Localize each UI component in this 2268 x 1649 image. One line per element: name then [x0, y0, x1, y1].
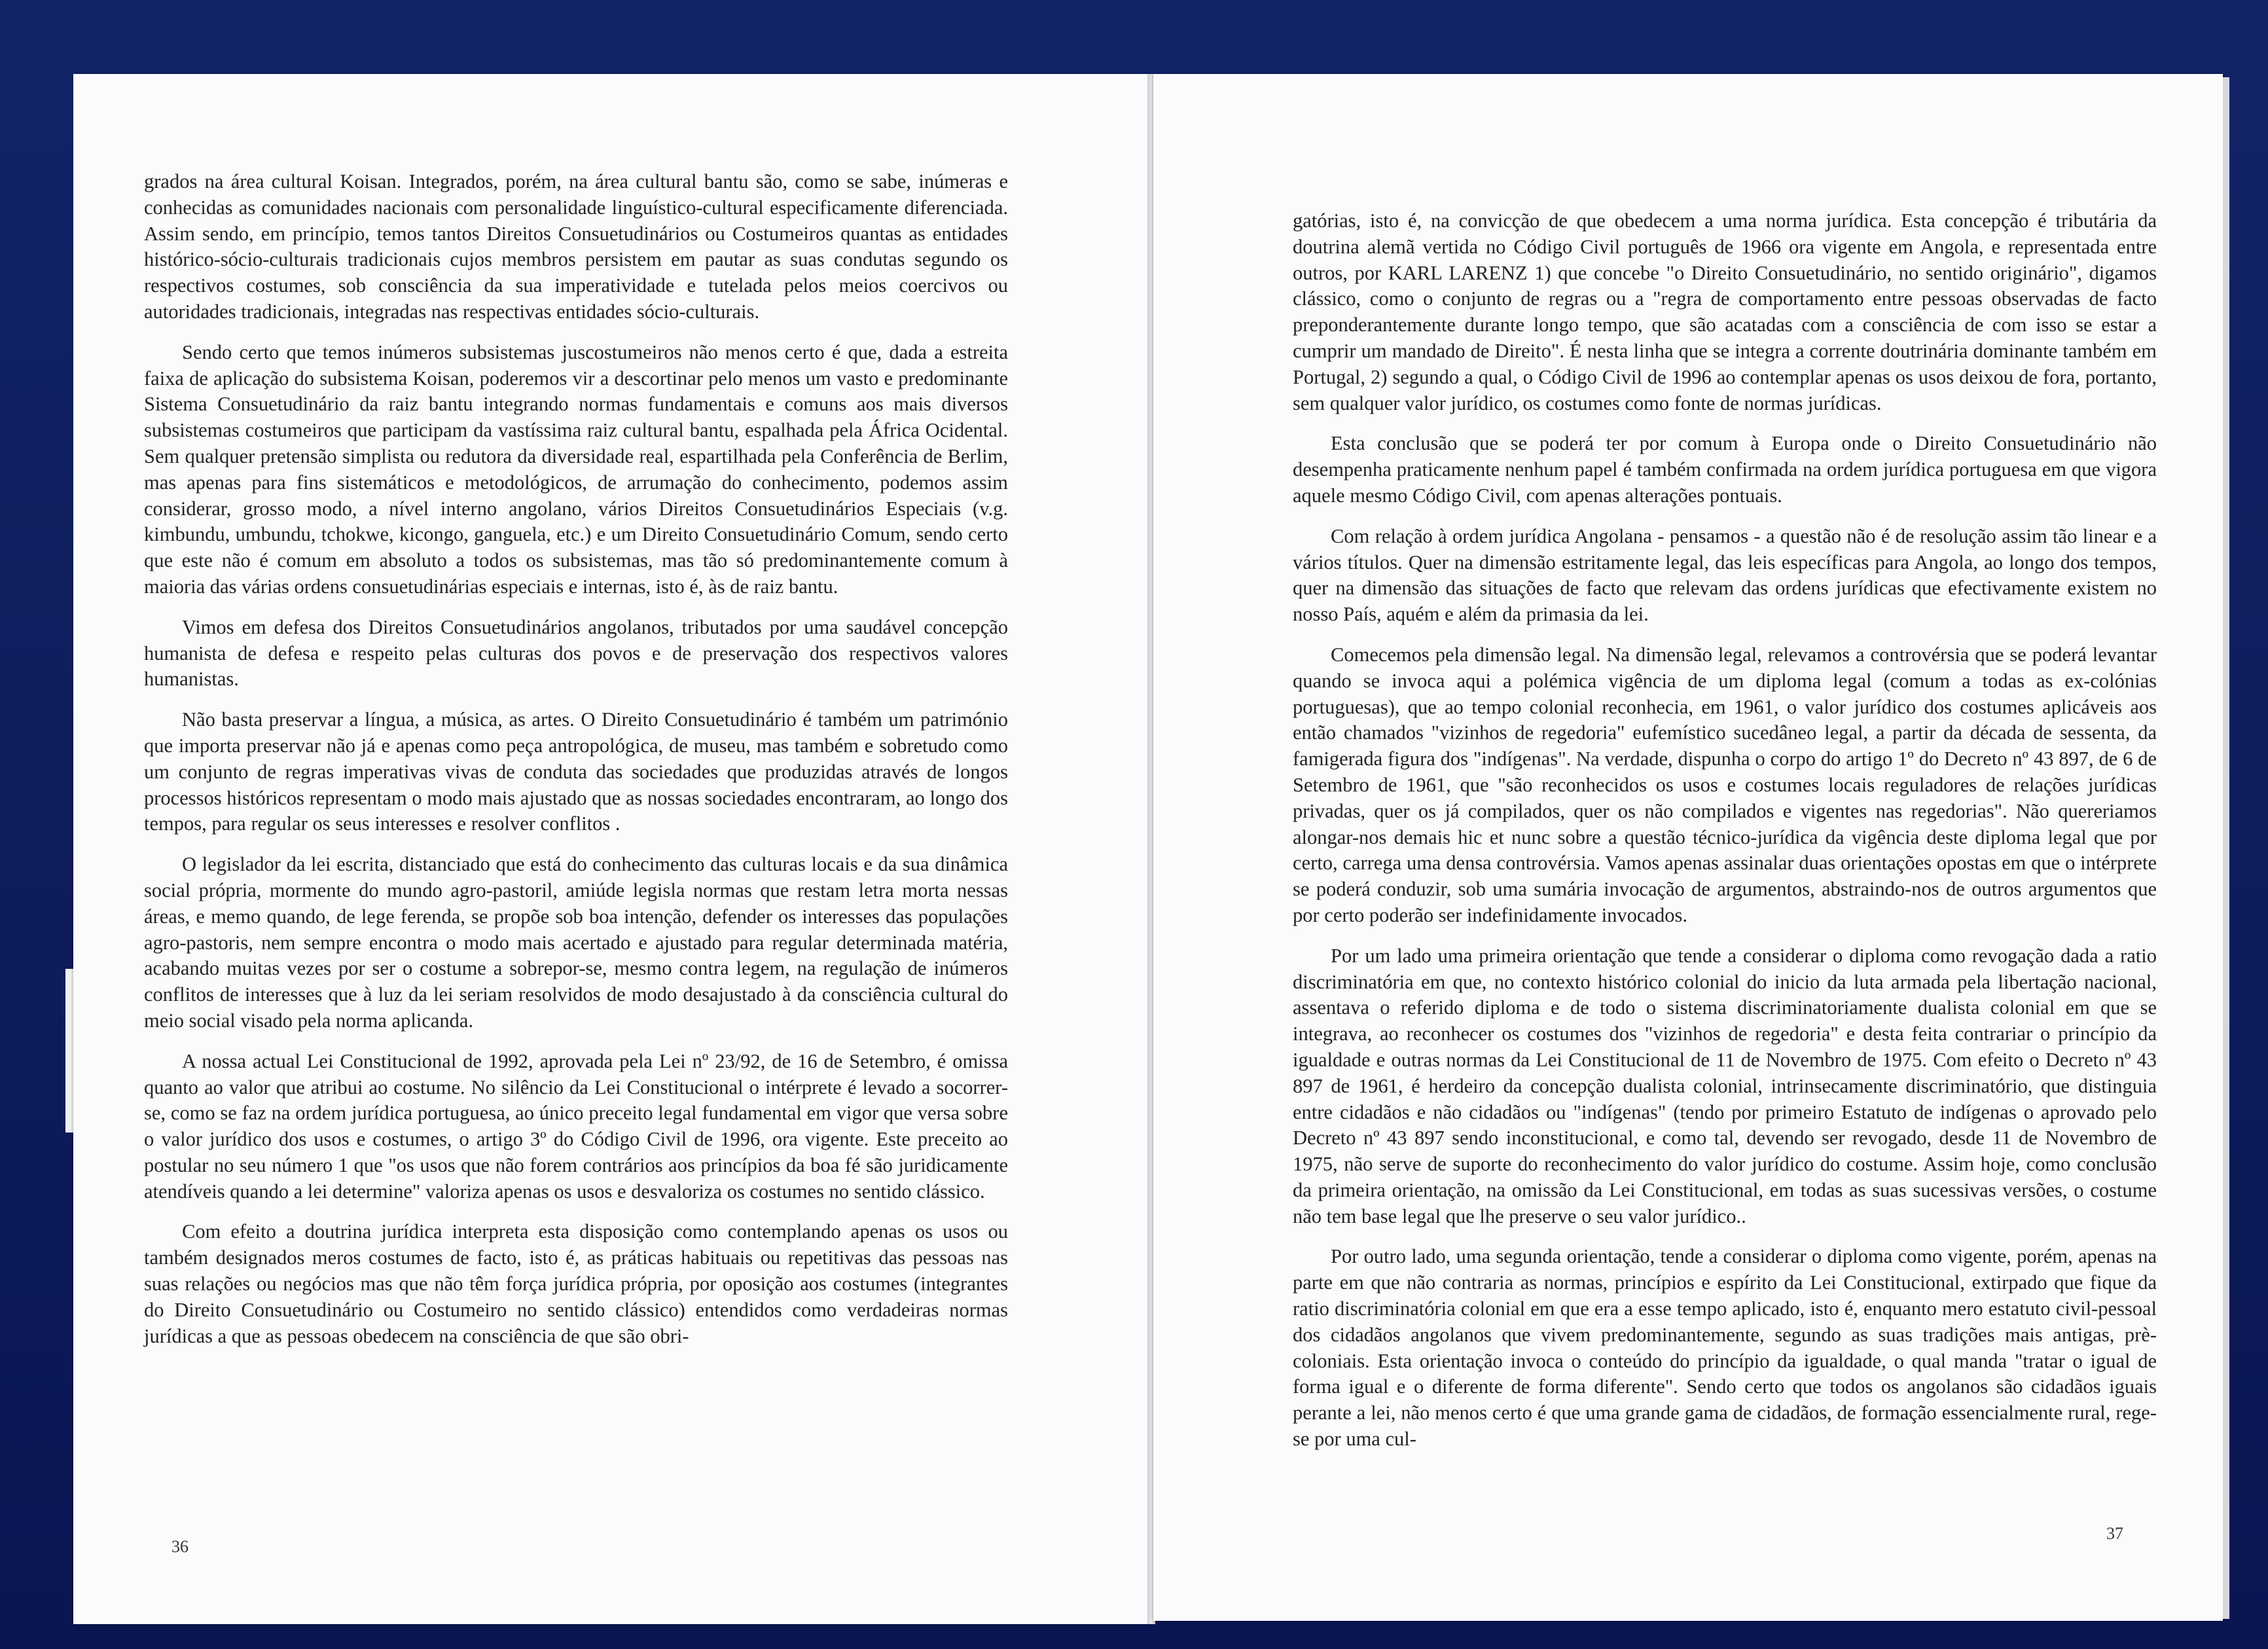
- left-page-text: [144, 169, 1008, 1364]
- paragraph: Não basta preservar a língua, a música, as artes. O Direito Consuetudinário é também um património que importa preservar não já e apenas como peça antropológica, de museu, mas também e sobretudo como um conjunto de regras imperativas vivas de conduta das sociedades que produzidas através de longos processos históricos representam o modo mais ajustado que as nossas sociedades encontraram, ao longo dos tempos, para regular os seus interesses e resolver conflitos .: [144, 708, 1008, 835]
- paragraph: Com efeito a doutrina jurídica interpreta esta disposição como contemplando apenas os usos ou também designados meros costumes de facto, isto é, as práticas habituais ou repetitivas das pessoas nas suas relações ou negócios mas que não têm força jurídica própria, por oposição aos costumes (integrantes do Direito Consuetudinário ou Costumeiro no sentido clássico) entendidos como verdadeiras normas jurídicas a que as pessoas obedecem na consciência de que são obri-: [144, 1220, 1008, 1347]
- page-number-right: 37: [2106, 1524, 2123, 1543]
- page-number-left: 36: [171, 1537, 189, 1556]
- paragraph: gatórias, isto é, na convicção de que obedecem a uma norma jurídica. Esta concepção é tributária da doutrina alemã vertida no Código Civil português de 1966 ora vigente em Angola, e representada entre outros, por KARL LARENZ 1) que concebe "o Direito Consuetudinário, no sentido originário", digamos clássico, como o conjunto de regras ou a "regra de comportamento entre pessoas observadas de facto preponderantemente durante longo tempo, que são acatadas com a consciência de com isso se estar a cumprir um mandado de Direito". É nesta linha que se integra a corrente doutrinária dominante também em Portugal, 2) segundo a qual, o Código Civil de 1996 ao contemplar apenas os usos deixou de fora, portanto, sem qualquer valor jurídico, os costumes como fonte de normas jurídicas.: [1293, 209, 2157, 414]
- paragraph: grados na área cultural Koisan. Integrados, porém, na área cultural bantu são, como se sabe, inúmeras e conhecidas as comunidades nacionais com personalidade linguístico-cultural especificamente diferenciada. Assim sendo, em princípio, temos tantos Direitos Consuetudinários ou Costumeiros quantas as entidades histórico-sócio-culturais tradicionais cujos membros persistem em pautar as suas condutas segundo os respectivos costumes, sob consciência da sua imperatividade e tutelada pelos meios coercivos ou autoridades tradicionais, integradas nas respectivas entidades sócio-culturais.: [144, 170, 1008, 323]
- paragraph: O legislador da lei escrita, distanciado que está do conhecimento das culturas locais e da sua dinâmica social própria, mormente do mundo agro-pastoril, amiúde legisla normas que restam letra morta nessas áreas, e memo quando, de lege ferenda, se propõe sob boa intenção, defender os interesses das populações agro-pastoris, nem sempre encontra o modo mais acertado e ajustado para regular determinada matéria, acabando muitas vezes por ser o costume a sobrepor-se, mesmo contra legem, na regulação de inúmeros conflitos de interesses que à luz da lei seriam resolvidos de modo desajustado à da consciência cultural do meio social visado pela norma aplicanda.: [144, 853, 1008, 1032]
- paragraph: Comecemos pela dimensão legal. Na dimensão legal, relevamos a controvérsia que se poderá levantar quando se invoca aqui a polémica vigência de um diploma legal (comum a todas as ex-colónias portuguesas), que ao tempo colonial reconhecia, em 1961, o valor jurídico dos costumes aplicáveis aos então chamados "vizinhos de regedoria" eufemístico sucedâneo legal, a partir da década de sessenta, da famigerada figura dos "indígenas". Na verdade, dispunha o corpo do artigo 1º do Decreto nº 43 897, de 6 de Setembro de 1961, que "são reconhecidos os usos e costumes locais reguladores de relações jurídicas privadas, quer os já compilados, quer os não compilados e vigentes nas regedorias". Não quereriamos alongar-nos demais hic et nunc sobre a questão técnico-jurídica da vigência deste diploma legal que por certo, carrega uma densa controvérsia. Vamos apenas assinalar duas orientações opostas em que o intérprete se poderá conduzir, sob uma sumária invocação de argumentos, abstraindo-nos de outros argumentos que por certo poderão ser indefinidamente invocados.: [1293, 643, 2157, 926]
- paragraph: Por outro lado, uma segunda orientação, tende a considerar o diploma como vigente, porém, apenas na parte em que não contraria as normas, princípios e espírito da Lei Constitucional, extirpado que fique da ratio discriminatória colonial em que era a esse tempo aplicado, isto é, enquanto mero estatuto civil-pessoal dos cidadãos angolanos que vivem predominantemente, segundo as suas tradições mais antigas, prè-coloniais. Esta orientação invoca o conteúdo do princípio da igualdade, o qual manda "tratar o igual de forma igual e o diferente de forma diferente". Sendo certo que todos os angolanos são cidadãos iguais perante a lei, não menos certo é que uma grande gama de cidadãos, de formação essencialmente rural, rege-se por uma cul-: [1293, 1245, 2157, 1451]
- paragraph: Com relação à ordem jurídica Angolana - pensamos - a questão não é de resolução assim tão linear e a vários títulos. Quer na dimensão estritamente legal, das leis específicas para Angola, ao longo dos tempos, quer na dimensão das situações de facto que relevam das ordens jurídicas que efectivamente existem no nosso País, aquém e além da primasia da lei.: [1293, 524, 2157, 626]
- paragraph: A nossa actual Lei Constitucional de 1992, aprovada pela Lei nº 23/92, de 16 de Setembro, é omissa quanto ao valor que atribui ao costume. No silêncio da Lei Constitucional o intérprete é levado a socorrer-se, como se faz na ordem jurídica portuguesa, ao único preceito legal fundamental em vigor que versa sobre o valor jurídico dos usos e costumes, o artigo 3º do Código Civil de 1996, ora vigente. Este preceito ao postular no seu número 1 que "os usos que não forem contrários aos princípios da boa fé são juridicamente atendíveis quando a lei determine" valoriza apenas os usos e desvaloriza os costumes no sentido clássico.: [144, 1049, 1008, 1203]
- page-edge: [2223, 77, 2229, 1619]
- paragraph: Sendo certo que temos inúmeros subsistemas juscostumeiros não menos certo é que, dada a estreita faixa de aplicação do subsistema Koisan, poderemos vir a descortinar pelo menos um vasto e predominante Sistema Consuetudinário da raiz bantu integrando normas fundamentais e comuns aos mais diversos subsistemas costumeiros que participam da vastíssima raiz cultural bantu, espalhada pela África Ocidental. Sem qualquer pretensão simplista ou redutora da diversidade real, espartilhada pela Conferência de Berlim, mas apenas para fins sistemáticos e metodológicos, de arrumação do conhecimento, podemos assim considerar, grosso modo, a nível interno angolano, vários Direitos Consuetudinários Especiais (v.g. kimbundu, umbundu, tchokwe, kicongo, ganguela, etc.) e um Direito Consuetudinário Comum, sendo certo que este não é comum em absoluto a todos os subsistemas, mas tão só predominantemente comum à maioria das várias ordens consuetudinárias especiais e internas, isto é, às de raiz bantu.: [144, 340, 1008, 598]
- paragraph: Por um lado uma primeira orientação que tende a considerar o diploma como revogação dada a ratio discriminatória em que, no contexto histórico colonial do inicio da luta armada pela libertação nacional, assentava o referido diploma e de todo o sistema discriminatoriamente dualista colonial em que se integrava, ao reconhecer os costumes dos "vizinhos de regedoria" e desta feita contrariar o princípio da igualdade e outras normas da Lei Constitucional de 11 de Novembro de 1975. Com efeito o Decreto nº 43 897 de 1961, é herdeiro da concepção dualista colonial, intrinsecamente discriminatório, que distinguia entre cidadãos e não cidadãos ou "indígenas" (tendo por primeiro Estatuto de indígenas o aprovado pelo Decreto nº 43 897 sendo inconstitucional, e como tal, devendo ser revogado, desde 11 de Novembro de 1975, não serve de suporte do reconhecimento do valor jurídico do costume. Assim hoje, como conclusão da primeira orientação, na omissão da Lei Constitucional, em todas as suas sucessivas versões, o costume não tem base legal que lhe preserve o seu valor jurídico..: [1293, 944, 2157, 1227]
- paragraph: Esta conclusão que se poderá ter por comum à Europa onde o Direito Consuetudinário não desempenha praticamente nenhum papel é também confirmada na ordem jurídica portuguesa em que vigora aquele mesmo Código Civil, com apenas alterações pontuais.: [1293, 432, 2157, 507]
- right-page-text: [1293, 208, 2157, 1467]
- paragraph: Vimos em defesa dos Direitos Consuetudinários angolanos, tributados por uma saudável concepção humanista de defesa e respeito pelas culturas dos povos e de preservação dos respectivos valores humanistas.: [144, 615, 1008, 691]
